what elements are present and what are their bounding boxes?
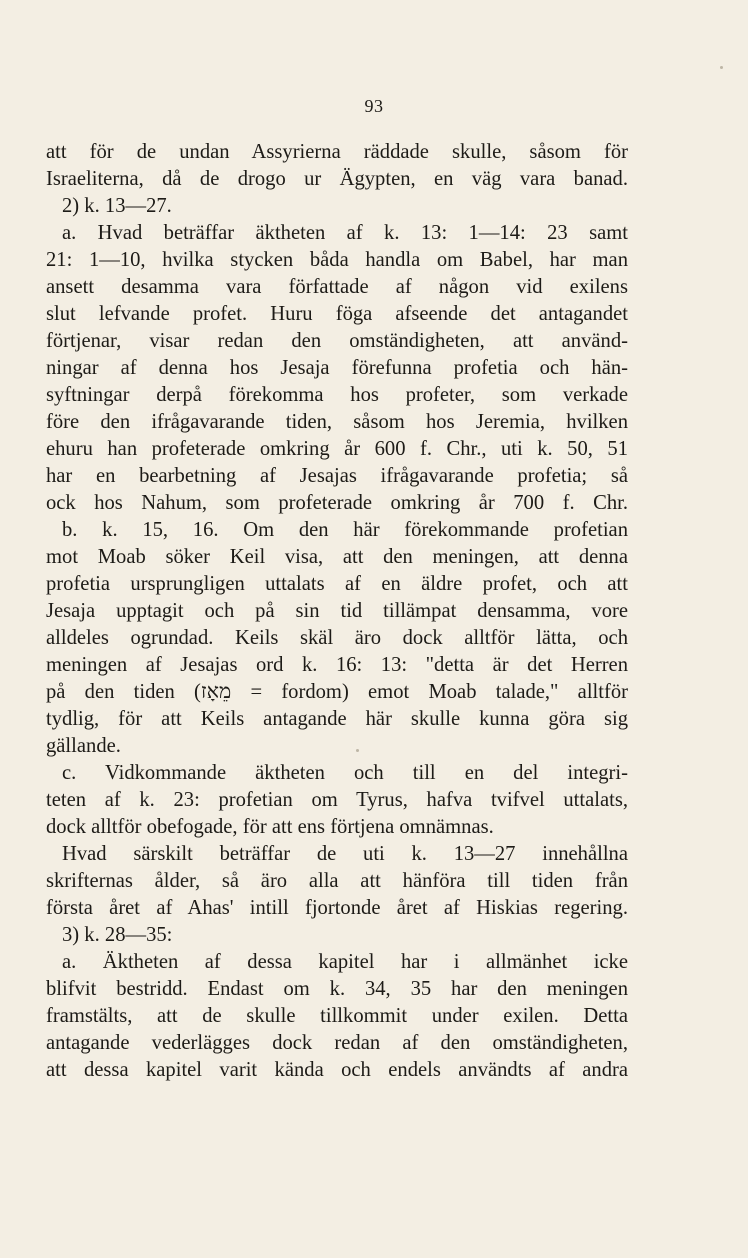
text-line: ningar af denna hos Jesaja förefunna profetia och hän- — [46, 357, 628, 379]
text-line: meningen af Jesajas ord k. 16: 13: "detta är det Herren — [46, 654, 628, 676]
text-line: förtjenar, visar redan den omständigheten, att använd- — [46, 330, 628, 352]
text-line: före den ifrågavarande tiden, såsom hos Jeremia, hvilken — [46, 411, 628, 433]
text-line: framstälts, att de skulle tillkommit under exilen. Detta — [46, 1005, 628, 1027]
text-line: tydlig, för att Keils antagande här skulle kunna göra sig — [46, 708, 628, 730]
text-line: första året af Ahas' intill fjortonde året af Hiskias regering. — [46, 897, 628, 919]
text-line: teten af k. 23: profetian om Tyrus, hafva tvifvel uttalats, — [46, 789, 628, 811]
text-line: mot Moab söker Keil visa, att den meningen, att denna — [46, 546, 628, 568]
text-line: a. Hvad beträffar äktheten af k. 13: 1—14: 23 samt — [62, 222, 628, 244]
text-line: att för de undan Assyrierna räddade skulle, såsom för — [46, 141, 628, 163]
text-line: gällande. — [46, 735, 121, 757]
text-line: ehuru han profeterade omkring år 600 f. Chr., uti k. 50, 51 — [46, 438, 628, 460]
text-line: Hvad särskilt beträffar de uti k. 13—27 innehållna — [62, 843, 628, 865]
text-line: ock hos Nahum, som profeterade omkring år 700 f. Chr. — [46, 492, 628, 514]
text-line: b. k. 15, 16. Om den här förekommande profetian — [62, 519, 628, 541]
text-line: 21: 1—10, hvilka stycken båda handla om Babel, har man — [46, 249, 628, 271]
text-line: dock alltför obefogade, för att ens förtjena omnämnas. — [46, 816, 494, 838]
body-text — [46, 139, 628, 1084]
text-line: ansett desamma vara författade af någon vid exilens — [46, 276, 628, 298]
text-line: syftningar derpå förekomma hos profeter, som verkade — [46, 384, 628, 406]
text-line: slut lefvande profet. Huru föga afseende det antagandet — [46, 303, 628, 325]
text-line: Israeliterna, då de drogo ur Ägypten, en väg vara banad. — [46, 168, 628, 190]
text-line: a. Äktheten af dessa kapitel har i allmänhet icke — [62, 951, 628, 973]
text-line: på den tiden (מֵאָז = fordom) emot Moab talade," alltför — [46, 681, 628, 703]
text-line: alldeles ogrundad. Keils skäl äro dock alltför lätta, och — [46, 627, 628, 649]
paper-speck — [720, 66, 723, 69]
text-line: blifvit bestridd. Endast om k. 34, 35 har den meningen — [46, 978, 628, 1000]
text-line: c. Vidkommande äktheten och till en del integri- — [62, 762, 628, 784]
text-line: Jesaja upptagit och på sin tid tillämpat densamma, vore — [46, 600, 628, 622]
text-line: skrifternas ålder, så äro alla att hänföra till tiden från — [46, 870, 628, 892]
text-line: att dessa kapitel varit kända och endels användts af andra — [46, 1059, 628, 1081]
page-number: 93 — [364, 96, 384, 116]
paper-speck — [356, 749, 359, 752]
text-line: antagande vederlägges dock redan af den omständigheten, — [46, 1032, 628, 1054]
text-line: 2) k. 13—27. — [62, 195, 172, 217]
text-line: 3) k. 28—35: — [62, 924, 173, 946]
text-line: har en bearbetning af Jesajas ifrågavarande profetia; så — [46, 465, 628, 487]
text-line: profetia ursprungligen uttalats af en äldre profet, och att — [46, 573, 628, 595]
